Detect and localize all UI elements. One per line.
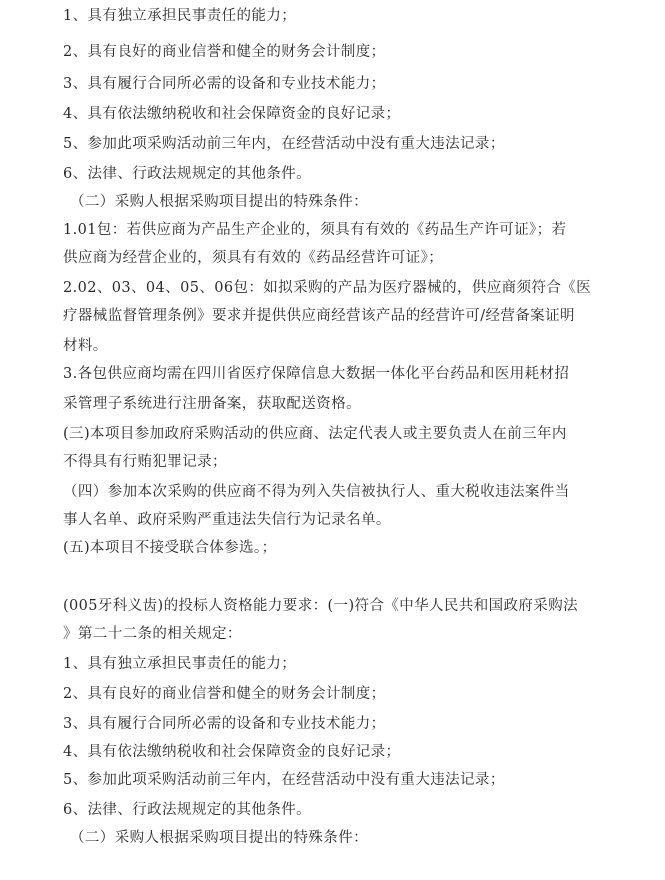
- text-line: 3、具有履行合同所必需的设备和专业技术能力；: [63, 76, 386, 92]
- text-line: (三)本项目参加政府采购活动的供应商、法定代表人或主要负责人在前三年内: [63, 426, 567, 442]
- text-line: 3.各包供应商均需在四川省医疗保障信息大数据一体化平台药品和医用耗材招: [63, 366, 570, 382]
- text-line: 3、具有履行合同所必需的设备和专业技术能力；: [63, 716, 386, 732]
- text-line: 1.01包：若供应商为产品生产企业的，须具有有效的《药品生产许可证》；若: [63, 222, 567, 238]
- text-line: 4、具有依法缴纳税收和社会保障资金的良好记录；: [63, 744, 401, 760]
- text-line: 2、具有良好的商业信誉和健全的财务会计制度；: [63, 686, 386, 702]
- text-line: 1、具有独立承担民事责任的能力；: [63, 8, 297, 24]
- text-line: 1、具有独立承担民事责任的能力；: [63, 656, 297, 672]
- text-line: 5、参加此项采购活动前三年内，在经营活动中没有重大违法记录；: [63, 772, 505, 788]
- text-line: (005牙科义齿)的投标人资格能力要求：(一)符合《中华人民共和国政府采购法: [63, 598, 579, 614]
- text-line: 》第二十二条的相关规定：: [63, 626, 242, 642]
- text-line: 5、参加此项采购活动前三年内，在经营活动中没有重大违法记录；: [63, 136, 505, 152]
- text-line: 疗器械监督管理条例》要求并提供供应商经营该产品的经营许可/经营备案证明: [63, 308, 575, 324]
- text-line: (五)本项目不接受联合体参选。；: [63, 540, 277, 556]
- text-line: 采管理子系统进行注册备案，获取配送资格。: [63, 396, 361, 412]
- text-line: 2.02、03、04、05、06包：如拟采购的产品为医疗器械的，供应商须符合《医: [63, 280, 592, 296]
- text-line: 不得具有行贿犯罪记录；: [63, 454, 227, 470]
- subsection-heading: （二）采购人根据采购项目提出的特殊条件：: [70, 830, 368, 846]
- text-line: （四）参加本次采购的供应商不得为列入失信被执行人、重大税收违法案件当: [63, 484, 570, 500]
- text-line: 2、具有良好的商业信誉和健全的财务会计制度；: [63, 44, 386, 60]
- text-line: 供应商为经营企业的，须具有有效的《药品经营许可证》；: [63, 250, 444, 266]
- text-line: 4、具有依法缴纳税收和社会保障资金的良好记录；: [63, 106, 401, 122]
- text-line: 6、法律、行政法规规定的其他条件。: [63, 802, 312, 818]
- text-line: 材料。: [63, 338, 108, 354]
- text-line: 事人名单、政府采购严重违法失信行为记录名单。: [63, 512, 391, 528]
- subsection-heading: （二）采购人根据采购项目提出的特殊条件：: [70, 194, 368, 210]
- text-line: 6、法律、行政法规规定的其他条件。: [63, 166, 312, 182]
